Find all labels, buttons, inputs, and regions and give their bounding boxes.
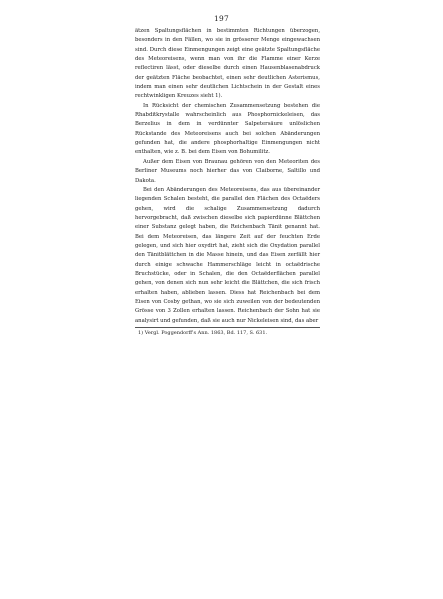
paragraph-3: Außer dem Eisen von Braunau gehören von den Meteoriten des Berliner Museums noch hierher das von Claiborne, Saltillo und Dakota. (135, 158, 320, 184)
footnote-divider (135, 327, 320, 328)
paragraph-4: Bei den Abänderungen des Meteoreisens, das aus übereinander liegenden Schalen besteht, die parallel den Flächen des Octaëders gehen, wird die schalige Zusammensetzung dadurch hervorgebracht, daß zwischen dieselbe sich papierdünne Blättchen einer Substanz gelegt haben, die Reichenbach Tänit genannt hat. Bei dem Meteoreisen, das längere Zeit auf der feuchten Erde gelegen, und sich hier oxydirt hat, zieht sich die Oxydation parallel den Tänitblättchen in die Masse hinein, und das Eisen zerfällt hier durch einige schwache Hammerschläge leicht in octaëdrische Bruchstücke, oder in Schalen, die den Octaëderflächen parallel gehen, von denen sich nun sehr leicht die Blättchen, die sich frisch erhalten haben, ablieben lassen. Diess hat Reichenbach bei dem Eisen von Cosby gethan, wo sie sich zuweilen von der bedeutenden Grösse von 3 Zollen erhalten lassen. Reichenbach der Sohn hat sie analysirt und gefunden, daß sie auch nur Nickeleisen sind, das aber (135, 186, 320, 324)
paragraph-1: ätzen Spaltungsflächen in bestimmten Richtungen überzogen, besonders in den Fällen, wo sie in grösserer Menge eingewachsen sind. Durch diese Einmengungen zeigt eine geätzte Spaltungsfläche des Meteoreisens, wenn man von ihr die Flamme einer Kerze reflectiren lässt, oder dieselbe durch einen Hausenblasenabdruck der geätzten Fläche beobachtet, einen sehr deutlichen Asterismus, indem man einen sehr deutlichen Lichtschein in der Gestalt eines rechtwinkligen Kreuzes sieht 1). (135, 28, 320, 100)
paragraph-2: In Rücksicht der chemischen Zusammensetzung bestehen die Rhabditkrystalle wahrscheinlich aus Phosphornickeleisen, das Berzelius in dem in verdünnter Salpetersäure unlöslichen Rückstande des Meteoreisens auch bei solchen Abänderungen gefunden hat, die andere phosphorhaltige Einmengungen nicht enthalten, wie z. B. bei dem Eisen von Bohumilitz. (135, 102, 320, 156)
page-number: 197 (213, 14, 229, 23)
footnote: 1) Vergl. Poggendorff's Ann. 1863, Bd. 117, S. 631. (138, 330, 268, 336)
body-text (135, 27, 320, 337)
